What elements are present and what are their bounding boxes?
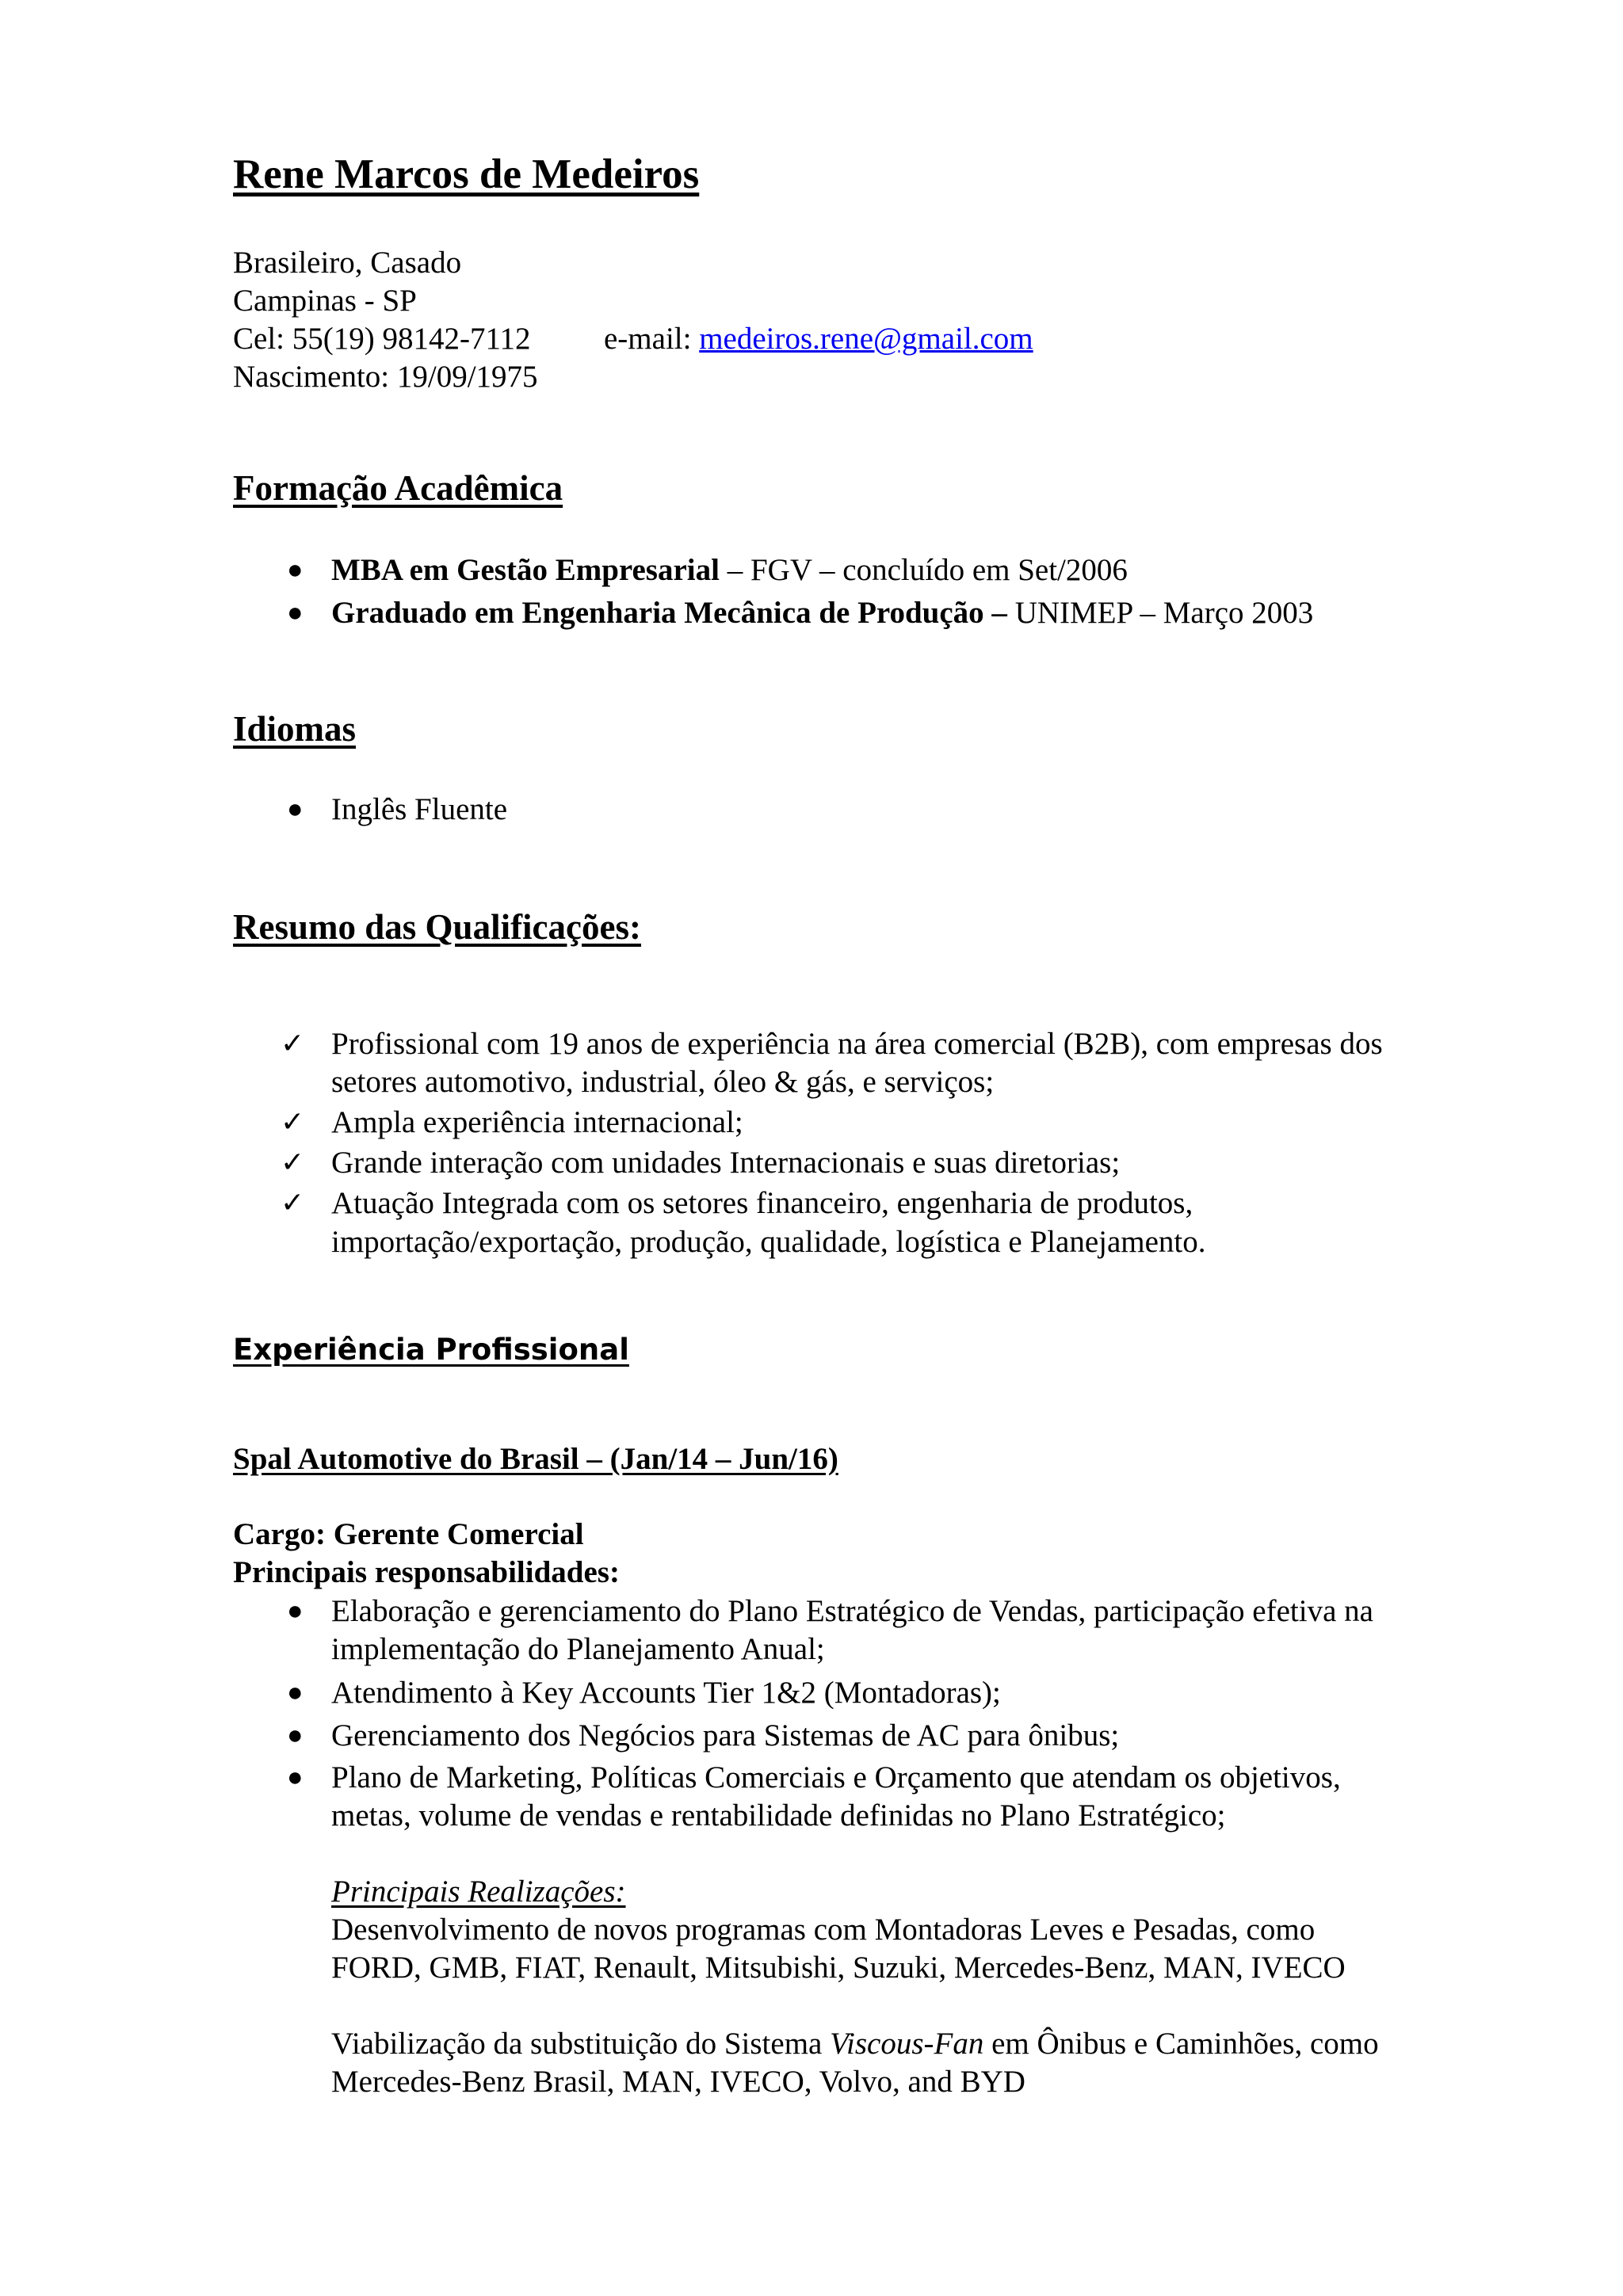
achievement-italic: Viscous-Fan [830,2027,984,2061]
email-line [604,320,1033,358]
bullet-icon: ● [287,795,304,824]
education-detail: UNIMEP – Março 2003 [1006,596,1314,630]
bullet-icon: ● [287,555,304,585]
education-item [331,551,1128,589]
summary-item-line: Atuação Integrada com os setores financeiro, engenharia de produtos, [331,1186,1193,1220]
bullet-icon: ● [287,598,304,627]
email-link[interactable]: medeiros.rene@gmail.com [699,322,1033,356]
bullet-icon: ● [287,1721,304,1750]
checkmark-icon: ✓ [281,1187,305,1219]
language-item: Inglês Fluente [331,792,508,826]
languages-heading: Idiomas [233,709,357,749]
email-label: e-mail: [604,322,700,356]
achievement-line [331,2025,1379,2063]
responsibility-line: Gerenciamento dos Negócios para Sistemas de AC para ônibus; [331,1718,1120,1753]
achievement-line: FORD, GMB, FIAT, Renault, Mitsubishi, Suzuki, Mercedes-Benz, MAN, IVECO [331,1951,1346,1985]
summary-item-line: Profissional com 19 anos de experiência na área comercial (B2B), com empresas dos [331,1027,1383,1061]
resume-name: Rene Marcos de Medeiros [233,151,700,197]
location: Campinas - SP [233,284,417,318]
achievement-text: em Ônibus e Caminhões, como [983,2027,1379,2061]
responsibility-line: metas, volume de vendas e rentabilidade definidas no Plano Estratégico; [331,1798,1226,1833]
responsibilities-label-text: Principais responsabilidades: [233,1555,620,1589]
bullet-icon: ● [287,1763,304,1792]
achievements-label-text: Principais Realizações: [331,1875,626,1909]
summary-item-line: setores automotivo, industrial, óleo & gás, e serviços; [331,1065,995,1099]
bullet-icon: ● [287,1596,304,1626]
checkmark-icon: ✓ [281,1028,305,1060]
achievement-line: Desenvolvimento de novos programas com Montadoras Leves e Pesadas, como [331,1913,1316,1947]
achievement-line: Mercedes-Benz Brasil, MAN, IVECO, Volvo, and BYD [331,2065,1025,2099]
achievement-text: Viabilização da substituição do Sistema [331,2027,831,2061]
education-degree: Graduado em Engenharia Mecânica de Produção – [331,596,1007,630]
company-name-text: Spal Automotive do Brasil – (Jan/14 – Jun/16) [233,1442,838,1476]
responsibilities-label [233,1554,620,1592]
education-item [331,594,1313,632]
job-title [233,1516,584,1554]
summary-item-line: Grande interação com unidades Internacionais e suas diretorias; [331,1146,1121,1180]
experience-heading: Experiência Profissional [233,1333,629,1367]
nationality-marital: Brasileiro, Casado [233,246,462,280]
job-title-text: Cargo: Gerente Comercial [233,1517,584,1551]
education-heading: Formação Acadêmica [233,468,563,508]
responsibility-line: Elaboração e gerenciamento do Plano Estratégico de Vendas, participação efetiva na [331,1594,1373,1628]
responsibility-line: Atendimento à Key Accounts Tier 1&2 (Montadoras); [331,1676,1001,1710]
responsibility-line: Plano de Marketing, Políticas Comerciais e Orçamento que atendam os objetivos, [331,1760,1341,1794]
summary-item-line: Ampla experiência internacional; [331,1105,743,1139]
birth-date: Nascimento: 19/09/1975 [233,360,538,394]
education-detail: – FGV – concluído em Set/2006 [719,553,1128,587]
summary-heading: Resumo das Qualificações: [233,907,641,947]
summary-item-line: importação/exportação, produção, qualidade, logística e Planejamento. [331,1225,1206,1259]
phone: Cel: 55(19) 98142-7112 [233,322,531,356]
responsibility-line: implementação do Planejamento Anual; [331,1632,825,1666]
checkmark-icon: ✓ [281,1106,305,1138]
bullet-icon: ● [287,1678,304,1707]
achievements-label [331,1873,626,1911]
education-degree: MBA em Gestão Empresarial [331,553,720,587]
checkmark-icon: ✓ [281,1146,305,1179]
company-name [233,1440,838,1478]
